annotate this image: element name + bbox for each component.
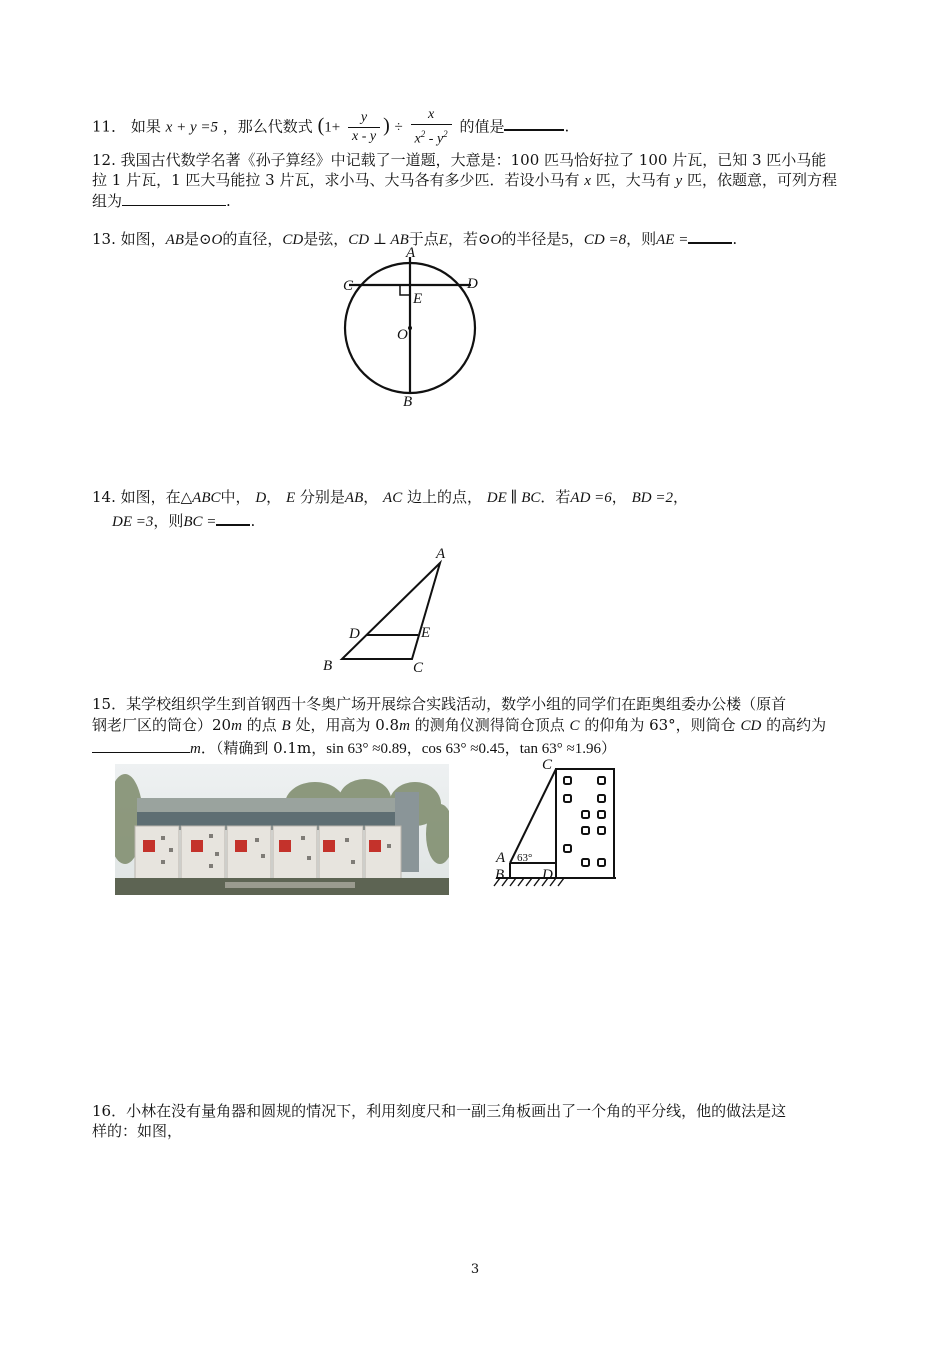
math-segment: CD: [282, 232, 304, 248]
punctuation: ，: [672, 488, 688, 506]
fraction-denominator: x - y: [351, 128, 377, 144]
page-number: 3: [470, 1262, 480, 1277]
math-equation: BC =: [183, 514, 217, 530]
label-d: D: [542, 867, 553, 883]
triangle-abc: [342, 563, 440, 659]
math-equation: DE =3: [112, 514, 154, 530]
punctuation: .: [564, 117, 570, 136]
question-12-line-3: [92, 190, 231, 211]
math-point: D: [255, 490, 267, 506]
question-14-line-2: [112, 509, 255, 532]
question-text: 中，: [220, 488, 251, 506]
math-condition: x + y =5: [165, 119, 218, 136]
punctuation: ，: [611, 488, 627, 506]
math-point: O: [490, 232, 502, 248]
math-value: 5: [561, 232, 569, 248]
label-a: A: [496, 850, 506, 866]
exponent: 2: [443, 129, 448, 139]
question-text: 于点: [408, 230, 439, 248]
math-unit: m: [399, 718, 410, 734]
question-text: 匹，依题意，可列方程: [686, 171, 837, 189]
math-unit: m: [231, 718, 242, 734]
fraction-numerator: x: [411, 106, 452, 125]
question-text: 匹，大马有: [595, 171, 671, 189]
punctuation: ，: [266, 488, 282, 506]
divide-sign: ÷: [394, 119, 403, 136]
circle-diagram: [330, 242, 500, 412]
punctuation: .: [226, 192, 231, 210]
math-equation: AE =: [656, 232, 689, 248]
silos: [135, 826, 401, 882]
math-triangle: ABC: [192, 490, 221, 506]
silo-diagram: [476, 755, 626, 893]
label-d: D: [467, 276, 478, 292]
question-text: ，则: [626, 230, 657, 248]
question-text: 是⊙: [183, 230, 212, 248]
question-text: 的半径是: [501, 230, 562, 248]
question-text: 的直径，: [222, 230, 283, 248]
math-point: B: [281, 718, 291, 734]
ground-hatching: [494, 878, 564, 886]
question-text: 是弦，: [303, 230, 349, 248]
math-equation: BD =2: [631, 490, 673, 506]
label-e: E: [413, 291, 423, 307]
math-segment: AC: [383, 490, 403, 506]
question-text: 14. 如图，在△: [92, 488, 193, 506]
fraction-numerator: y: [348, 109, 380, 128]
roof-structure: [137, 798, 417, 812]
math-relation: CD ⊥ AB: [348, 232, 409, 248]
center-dot: [408, 326, 412, 330]
right-angle-mark: [400, 285, 410, 295]
question-text: 的点: [246, 716, 277, 734]
math-term: 1+: [324, 119, 341, 136]
math-segment: CD: [740, 718, 762, 734]
label-e: E: [421, 625, 431, 641]
label-c: C: [542, 757, 553, 773]
question-text: 钢老厂区的筒仓）20: [92, 716, 232, 734]
math-point: C: [569, 718, 580, 734]
question-text: ，: [568, 230, 584, 248]
label-d: D: [349, 626, 360, 642]
math-term: y: [436, 131, 444, 147]
question-text: 的仰角为 63°，则筒仓: [584, 716, 736, 734]
label-a: A: [436, 546, 446, 562]
sight-line-ac: [510, 769, 556, 863]
math-point: O: [211, 232, 223, 248]
math-operator: -: [425, 131, 437, 147]
answer-blank[interactable]: [688, 227, 732, 244]
question-text: 的高约为: [766, 716, 827, 734]
question-text: 分别是: [299, 488, 345, 506]
question-text: 的值是: [459, 117, 505, 136]
triangle-diagram: [318, 541, 468, 681]
punctuation: .: [732, 230, 738, 248]
question-16-line-1: 16．小林在没有量角器和圆规的情况下，利用刻度尺和一副三角板画出了一个角的平分线，他的做法是这: [92, 1102, 787, 1120]
label-o: O: [397, 327, 408, 343]
question-text: ．若: [540, 488, 571, 506]
question-15-line-3: m．（精确到 0.1m，sin 63° ≈0.89，cos 63° ≈0.45，tan 63° ≈1.96）: [92, 737, 616, 759]
math-segment: AB: [344, 490, 364, 506]
exponent: 2: [420, 129, 426, 139]
label-b: B: [403, 394, 413, 410]
question-15-line-1: 15．某学校组织学生到首钢西十冬奥广场开展综合实践活动，数学小组的同学们在距奥组委办公楼（原首: [92, 695, 787, 713]
math-variable: x: [584, 173, 591, 189]
question-text: 处，用高为 0.8: [295, 716, 400, 734]
fraction-y-over-x-minus-y: [348, 109, 380, 146]
answer-blank[interactable]: [122, 190, 226, 206]
math-segment: AB: [165, 232, 184, 248]
question-text: ，那么代数式: [222, 117, 313, 136]
question-text: ，则: [153, 512, 184, 530]
angle-label: 63°: [517, 852, 533, 864]
punctuation: ，: [363, 488, 379, 506]
math-equation: cos 63° ≈0.45: [421, 741, 505, 757]
math-equation: AD =6: [570, 490, 612, 506]
math-variable: y: [675, 173, 683, 189]
question-text: 边上的点，: [407, 488, 483, 506]
math-point: E: [285, 490, 296, 506]
math-equation: sin 63° ≈0.89: [326, 741, 407, 757]
building-photo: [115, 764, 449, 895]
question-text: 的测角仪测得筒仓顶点: [414, 716, 565, 734]
path: [225, 882, 355, 888]
question-text: 拉 1 片瓦，1 匹大马能拉 3 片瓦，求小马、大马各有多少匹．若设小马有: [92, 171, 580, 189]
math-point: E: [438, 232, 448, 248]
label-c: C: [413, 660, 424, 676]
answer-blank[interactable]: [92, 737, 190, 753]
label-a: A: [406, 245, 416, 261]
question-12-line-2: [92, 170, 837, 191]
math-equation: tan 63° ≈1.96: [519, 741, 602, 757]
question-16-line-2: 样的：如图，: [92, 1122, 183, 1140]
question-12-line-1: 12. 我国古代数学名著《孙子算经》中记载了一道题，大意是：100 匹马恰好拉了 100 片瓦，已知 3 匹小马能: [92, 151, 827, 169]
question-14-line-1: [92, 487, 688, 508]
math-equation: CD =8: [583, 232, 627, 248]
question-text: ，若⊙: [447, 230, 491, 248]
question-text: ．（精确到 0.1m，: [200, 739, 327, 757]
math-term: x: [414, 131, 421, 147]
label-b: B: [495, 867, 505, 883]
label-b: B: [323, 658, 333, 674]
punctuation: .: [250, 512, 256, 530]
question-text: 组为: [92, 192, 123, 210]
punctuation: ）: [601, 739, 617, 757]
paren-open: (: [317, 114, 325, 137]
question-text: 13. 如图，: [92, 230, 166, 248]
answer-blank[interactable]: [216, 509, 250, 526]
label-c: C: [343, 278, 354, 294]
question-number: 11．: [92, 117, 127, 136]
question-text: 如果: [130, 117, 161, 136]
fraction-x-over-difference-of-squares: [411, 106, 452, 149]
fraction-denominator: [411, 125, 452, 149]
question-15-line-2: [92, 715, 826, 736]
math-relation: DE ∥ BC: [486, 490, 541, 506]
paren-close: ): [383, 114, 390, 137]
math-unit: m: [190, 741, 201, 757]
question-11: [92, 106, 569, 149]
answer-blank[interactable]: [504, 114, 564, 131]
